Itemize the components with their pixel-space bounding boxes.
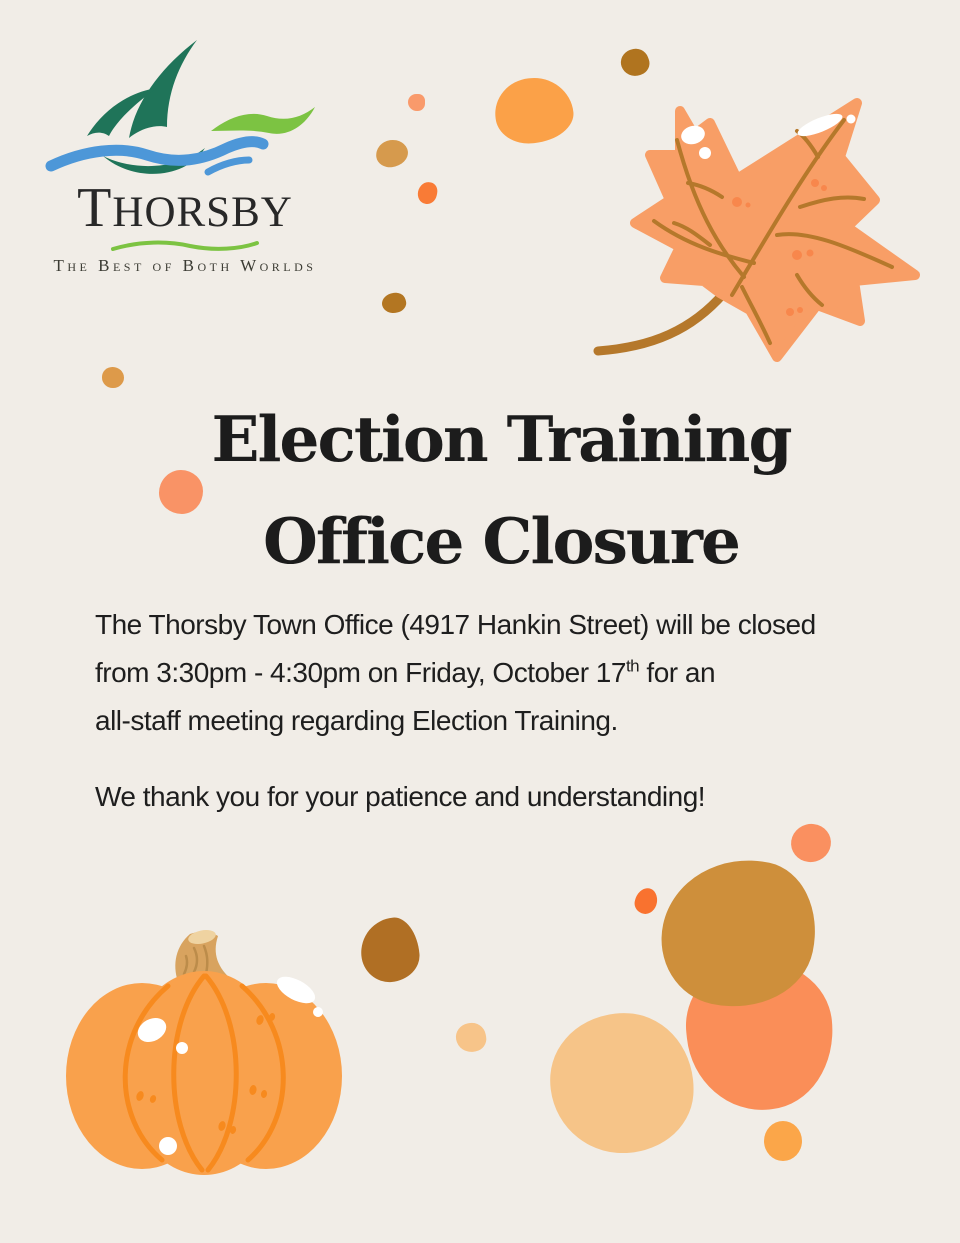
thorsby-logo (45, 38, 325, 276)
page-title (0, 388, 960, 592)
body-line-3: all-staff meeting regarding Election Training. (95, 705, 618, 736)
dot-ochre-top (374, 138, 409, 169)
dot-amber-bottomright (764, 1121, 802, 1161)
dot-salmon-circle-left (159, 470, 203, 514)
dot-orangered-right (633, 886, 659, 915)
pumpkin-icon (60, 928, 348, 1178)
blob-cream (545, 1008, 698, 1158)
dot-brown-mid (380, 290, 408, 316)
dot-salmon-right (787, 819, 835, 866)
dot-salmon-small-top (408, 94, 425, 111)
logo-name-rest: HORSBY (112, 189, 293, 236)
dot-ochre-left (102, 367, 124, 388)
body-line-2 (95, 649, 895, 697)
title-line-1: Election Training (211, 402, 791, 476)
body-line-2-pre: from 3:30pm - 4:30pm on Friday, October 17 (95, 657, 626, 688)
logo-name-initial: T (77, 177, 113, 239)
dot-tan-bottom (454, 1021, 489, 1055)
blob-brown-bottom (358, 916, 421, 985)
dot-orange-large-top (492, 74, 576, 147)
dot-brown-topright (617, 45, 653, 80)
logo-tagline: The Best of Both Worlds (53, 256, 317, 275)
thanks-line: We thank you for your patience and understanding! (95, 781, 706, 812)
logo-underline-wave-icon (110, 238, 260, 254)
announcement-text (95, 601, 895, 821)
body-line-2-post: for an (639, 657, 716, 688)
logo-waves-icon (45, 38, 325, 188)
dot-orangered-top (416, 180, 439, 205)
body-line-1: The Thorsby Town Office (4917 Hankin Street) will be closed (95, 609, 816, 640)
maple-leaf-icon (592, 95, 927, 365)
date-ordinal-superscript: th (625, 656, 640, 676)
title-line-2: Office Closure (262, 504, 740, 578)
logo-name (77, 177, 293, 239)
